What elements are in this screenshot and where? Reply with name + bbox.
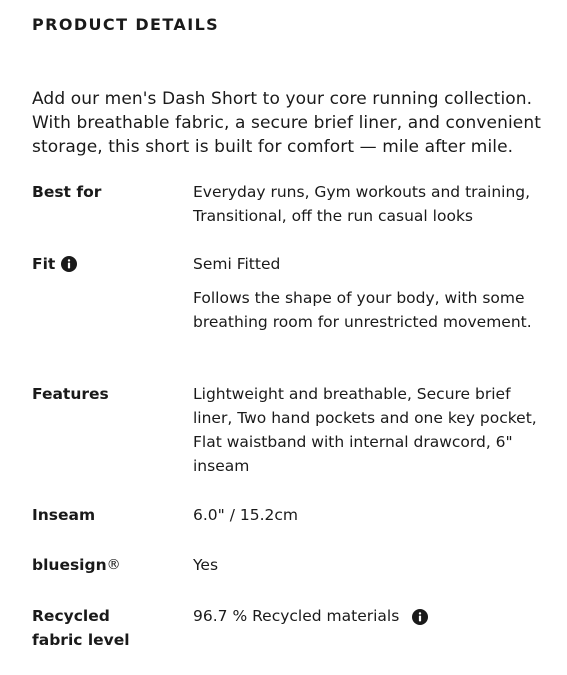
detail-label: Best for (32, 183, 102, 201)
detail-row-features (32, 382, 542, 503)
recycled-value: 96.7 % Recycled materials (193, 607, 400, 625)
detail-label-fit (32, 252, 193, 276)
bluesign-value: Yes (193, 556, 219, 574)
detail-label: Inseam (32, 506, 96, 524)
detail-value (193, 180, 542, 228)
recycled-value-line (193, 604, 542, 628)
registered-mark: ® (106, 557, 121, 573)
fit-label-text: Fit (32, 255, 56, 273)
inseam-value: 6.0" / 15.2cm (193, 506, 298, 524)
product-details-section (32, 14, 542, 652)
detail-value (193, 382, 542, 478)
detail-value (193, 604, 542, 628)
info-icon[interactable] (412, 609, 428, 625)
detail-value (193, 503, 542, 527)
section-title: PRODUCT DETAILS (32, 15, 220, 34)
detail-label-bluesign (32, 553, 193, 577)
recycled-label-line1: Recycled (32, 607, 110, 625)
bluesign-label-text: bluesign (32, 556, 107, 574)
details-list (32, 180, 542, 652)
detail-row-best-for (32, 180, 542, 252)
detail-label: Features (32, 385, 109, 403)
info-icon[interactable] (61, 256, 77, 272)
features-value: Lightweight and breathable, Secure brief liner, Two hand pockets and one key pocket, Flat waistband with internal drawcord, 6" inseam (193, 385, 537, 475)
detail-row-inseam (32, 503, 542, 553)
detail-row-recycled (32, 604, 542, 652)
detail-value (193, 252, 542, 334)
detail-row-fit (32, 252, 542, 382)
detail-row-bluesign (32, 553, 542, 604)
best-for-value: Everyday runs, Gym workouts and training, Transitional, off the run casual looks (193, 183, 531, 225)
product-description: Add our men's Dash Short to your core running collection. With breathable fabric, a secure brief liner, and convenient storage, this short is built for comfort — mile after mile. (32, 89, 541, 157)
fit-value: Semi Fitted (193, 255, 281, 273)
recycled-label-line2: fabric level (32, 631, 130, 649)
fit-note: Follows the shape of your body, with some breathing room for unrestricted movement. (193, 289, 532, 331)
detail-value (193, 553, 542, 577)
detail-label-recycled (32, 604, 193, 652)
